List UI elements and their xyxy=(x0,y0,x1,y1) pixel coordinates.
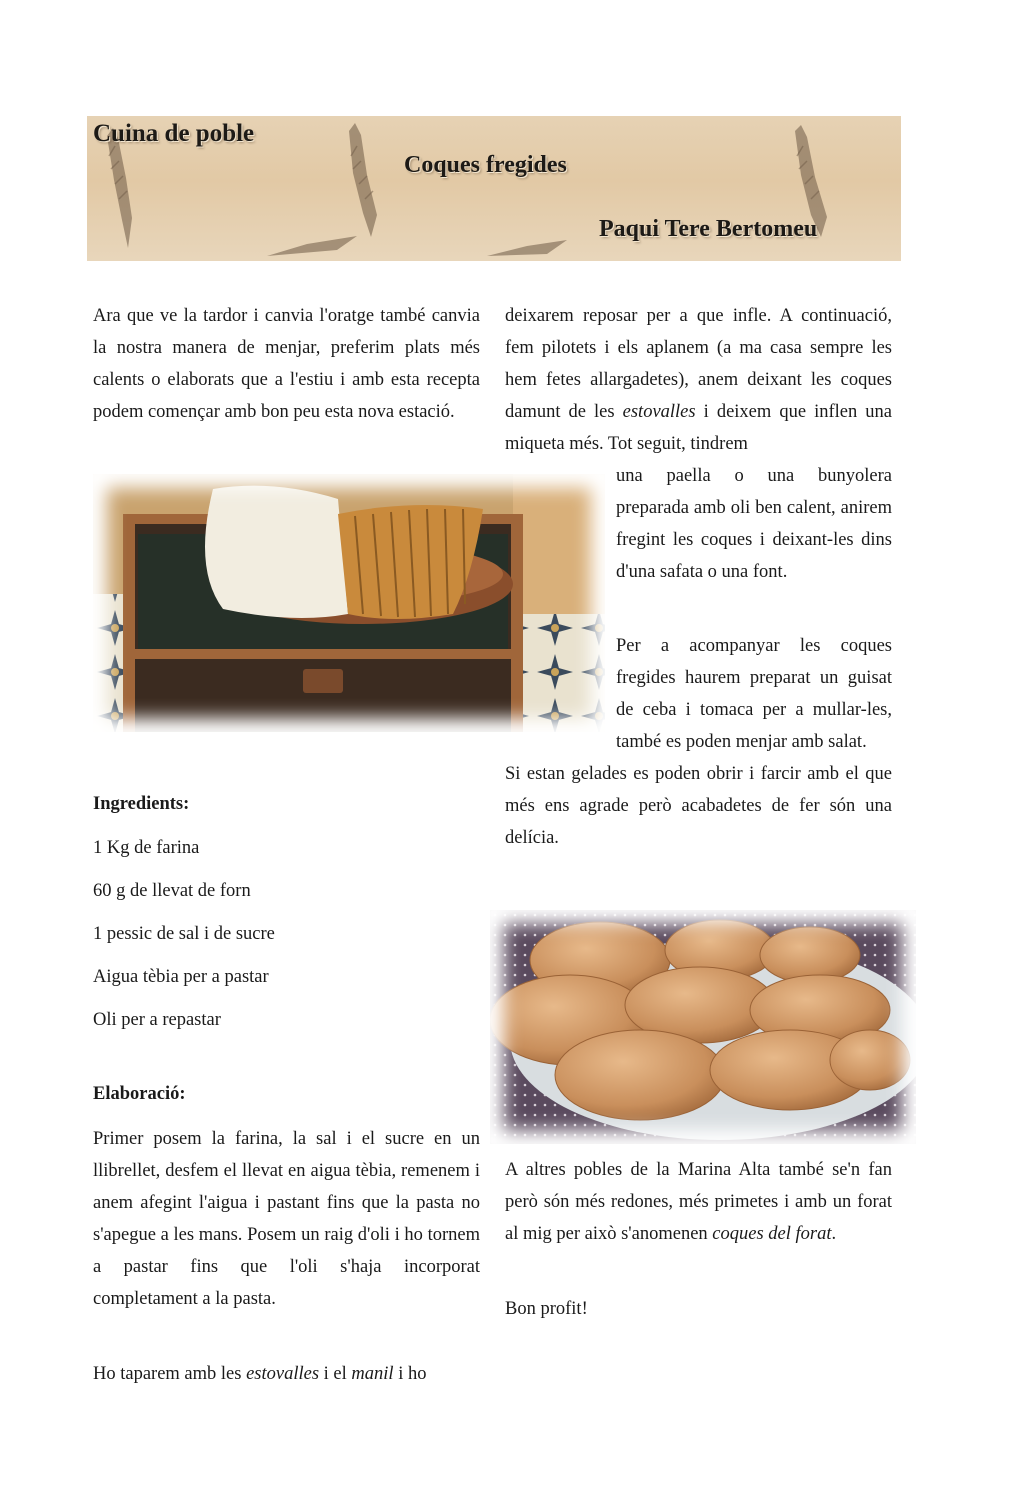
ingredient-item: 1 pessic de sal i de sucre xyxy=(93,924,275,944)
ingredient-item: Oli per a repastar xyxy=(93,1010,221,1030)
ingredient-item: 60 g de llevat de forn xyxy=(93,881,251,901)
elaboration-paragraph-3: deixarem reposar per a que infle. A continuació, fem pilotets i els aplanem (a ma casa sempre les hem fetes allargadetes), anem deixant les coques damunt de les estovalles i deixem que inflen una miqueta més. Tot seguit, tindrem xyxy=(505,306,892,454)
elaboration-paragraph-4-continued: Si estan gelades es poden obrir i farcir amb el que més ens agrade però acabadetes de fer són una delícia. xyxy=(505,764,892,848)
author-name: Paqui Tere Bertomeu xyxy=(599,216,818,242)
header-banner xyxy=(87,116,901,261)
ingredient-item: Aigua tèbia per a pastar xyxy=(93,967,269,987)
recipe-title: Coques fregides xyxy=(404,152,567,178)
photo-fried-coques xyxy=(490,910,916,1144)
ingredient-item: 1 Kg de farina xyxy=(93,838,200,858)
elaboration-paragraph-4: Per a acompanyar les coques fregides haurem preparat un guisat de ceba i tomaca per a mullar-les, també es poden menjar amb salat. xyxy=(616,636,892,752)
elaboration-paragraph-2: Ho taparem amb les estovalles i el manil i ho xyxy=(93,1364,427,1384)
photo-dough-basket-on-trunk xyxy=(93,474,605,732)
ingredients-heading: Ingredients: xyxy=(93,794,190,814)
elaboration-paragraph-1: Primer posem la farina, la sal i el sucre en un llibrellet, desfem el llevat en aigua tèbia, remenem i anem afegint l'aigua i pastant fins que la pasta no s'apegue a les mans. Posem un raig d'oli i ho tornem a pastar fins que l'oli s'haja incorporat completament a la pasta. xyxy=(93,1129,480,1309)
elaboration-paragraph-3-continued: una paella o una bunyolera preparada amb oli ben calent, anirem fregint les coques i deixant-les dins d'una safata o una font. xyxy=(616,466,892,582)
elaboration-paragraph-5: A altres pobles de la Marina Alta també se'n fan però són més redones, més primetes i amb un forat al mig per això s'anomenen coques del forat. xyxy=(505,1160,892,1244)
section-title: Cuina de poble xyxy=(93,120,255,147)
closing-text: Bon profit! xyxy=(505,1299,588,1319)
elaboration-heading: Elaboració: xyxy=(93,1084,186,1104)
intro-paragraph: Ara que ve la tardor i canvia l'oratge també canvia la nostra manera de menjar, preferim plats més calents o elaborats que a l'estiu i amb esta recepta podem començar amb bon peu esta nova estació. xyxy=(93,306,480,422)
